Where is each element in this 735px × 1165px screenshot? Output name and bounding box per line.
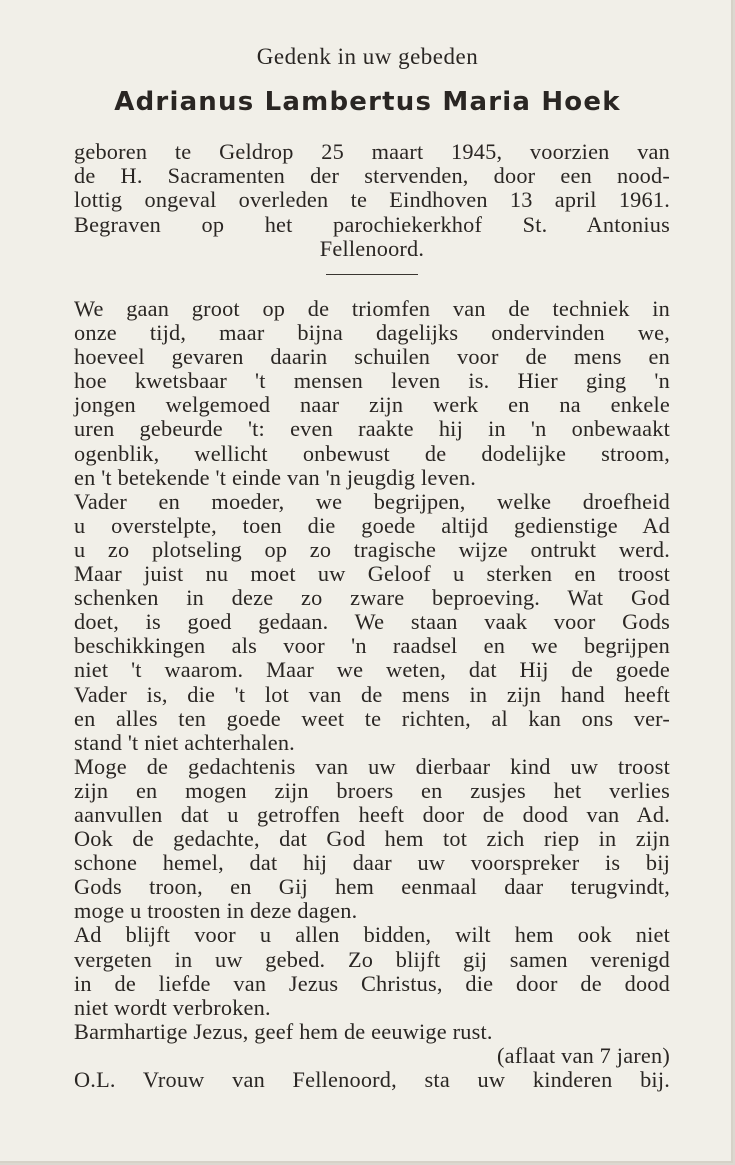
text-line: Moge de gedachtenis van uw dierbaar kind uw troost bbox=[74, 753, 670, 779]
text-line: onze tijd, maar bijna dagelijks ondervinden we, bbox=[74, 320, 670, 346]
text-line: Begraven op het parochiekerkhof St. Antonius bbox=[74, 211, 670, 237]
text-line: Ad blijft voor u allen bidden, wilt hem ook niet bbox=[74, 922, 670, 948]
text-line: u zo plotseling op zo tragische wijze ontrukt werd. bbox=[74, 536, 670, 562]
text-line: schenken in deze zo zware beproeving. Wat God bbox=[74, 585, 670, 611]
text-line: hoeveel gevaren daarin schuilen voor de mens en bbox=[74, 344, 670, 370]
text-line: u overstelpte, toen die goede altijd gedienstige Ad bbox=[74, 512, 670, 538]
text-line: O.L. Vrouw van Fellenoord, sta uw kinderen bij. bbox=[74, 1067, 670, 1092]
text-line: Vader en moeder, we begrijpen, welke droefheid bbox=[74, 488, 670, 514]
text-line: Fellenoord. bbox=[319, 235, 425, 261]
text-line: niet 't waarom. Maar we weten, dat Hij de goede bbox=[74, 657, 670, 683]
text-line: Maar juist nu moet uw Geloof u sterken en troost bbox=[74, 561, 670, 587]
text-line: Ook de gedachte, dat God hem tot zich riep in zijn bbox=[74, 826, 670, 852]
text-line: We gaan groot op de triomfen van de techniek in bbox=[74, 296, 670, 321]
deceased-name: Adrianus Lambertus Maria Hoek bbox=[114, 87, 621, 117]
text-line: doet, is goed gedaan. We staan vaak voor Gods bbox=[74, 609, 670, 635]
text-line: Gods troon, en Gij hem eenmaal daar terugvindt, bbox=[74, 874, 670, 900]
text-line: zijn en mogen zijn broers en zusjes het verlies bbox=[74, 777, 670, 803]
divider-rule bbox=[326, 274, 418, 275]
text-line: stand 't niet achterhalen. bbox=[74, 729, 295, 755]
text-line: aanvullen dat u getroffen heeft door de dood van Ad. bbox=[74, 801, 670, 827]
text-line: Vader is, die 't lot van de mens in zijn hand heeft bbox=[74, 681, 670, 707]
text-line: vergeten in uw gebed. Zo blijft gij samen verenigd bbox=[74, 946, 670, 972]
text-line: (aflaat van 7 jaren) bbox=[497, 1042, 670, 1068]
text-line: schone hemel, dat hij daar uw voorspreker is bij bbox=[74, 850, 670, 876]
text-line: beschikkingen als voor 'n raadsel en we begrijpen bbox=[74, 633, 670, 659]
text-line: geboren te Geldrop 25 maart 1945, voorzien van bbox=[74, 139, 670, 164]
text-line: en alles ten goede weet te richten, al kan ons ver- bbox=[74, 705, 670, 731]
memorial-text bbox=[74, 297, 670, 1092]
text-line: uren gebeurde 't: even raakte hij in 'n onbewaakt bbox=[74, 416, 670, 442]
text-line: in de liefde van Jezus Christus, die door de dood bbox=[74, 970, 670, 996]
text-line: moge u troosten in deze dagen. bbox=[74, 898, 358, 924]
text-line: hoe kwetsbaar 't mensen leven is. Hier ging 'n bbox=[74, 368, 670, 394]
text-line: ogenblik, wellicht onbewust de dodelijke stroom, bbox=[74, 440, 670, 466]
text-line: niet wordt verbroken. bbox=[74, 994, 271, 1020]
intro-heading: Gedenk in uw gebeden bbox=[256, 44, 479, 69]
birth-details bbox=[74, 140, 670, 261]
text-line: Barmhartige Jezus, geef hem de eeuwige rust. bbox=[74, 1018, 493, 1044]
text-line: de H. Sacramenten der stervenden, door een nood- bbox=[74, 163, 670, 189]
text-line: jongen welgemoed naar zijn werk en na enkele bbox=[74, 392, 670, 418]
text-line: lottig ongeval overleden te Eindhoven 13 april 1961. bbox=[74, 187, 670, 213]
text-line: en 't betekende 't einde van 'n jeugdig leven. bbox=[74, 464, 477, 490]
